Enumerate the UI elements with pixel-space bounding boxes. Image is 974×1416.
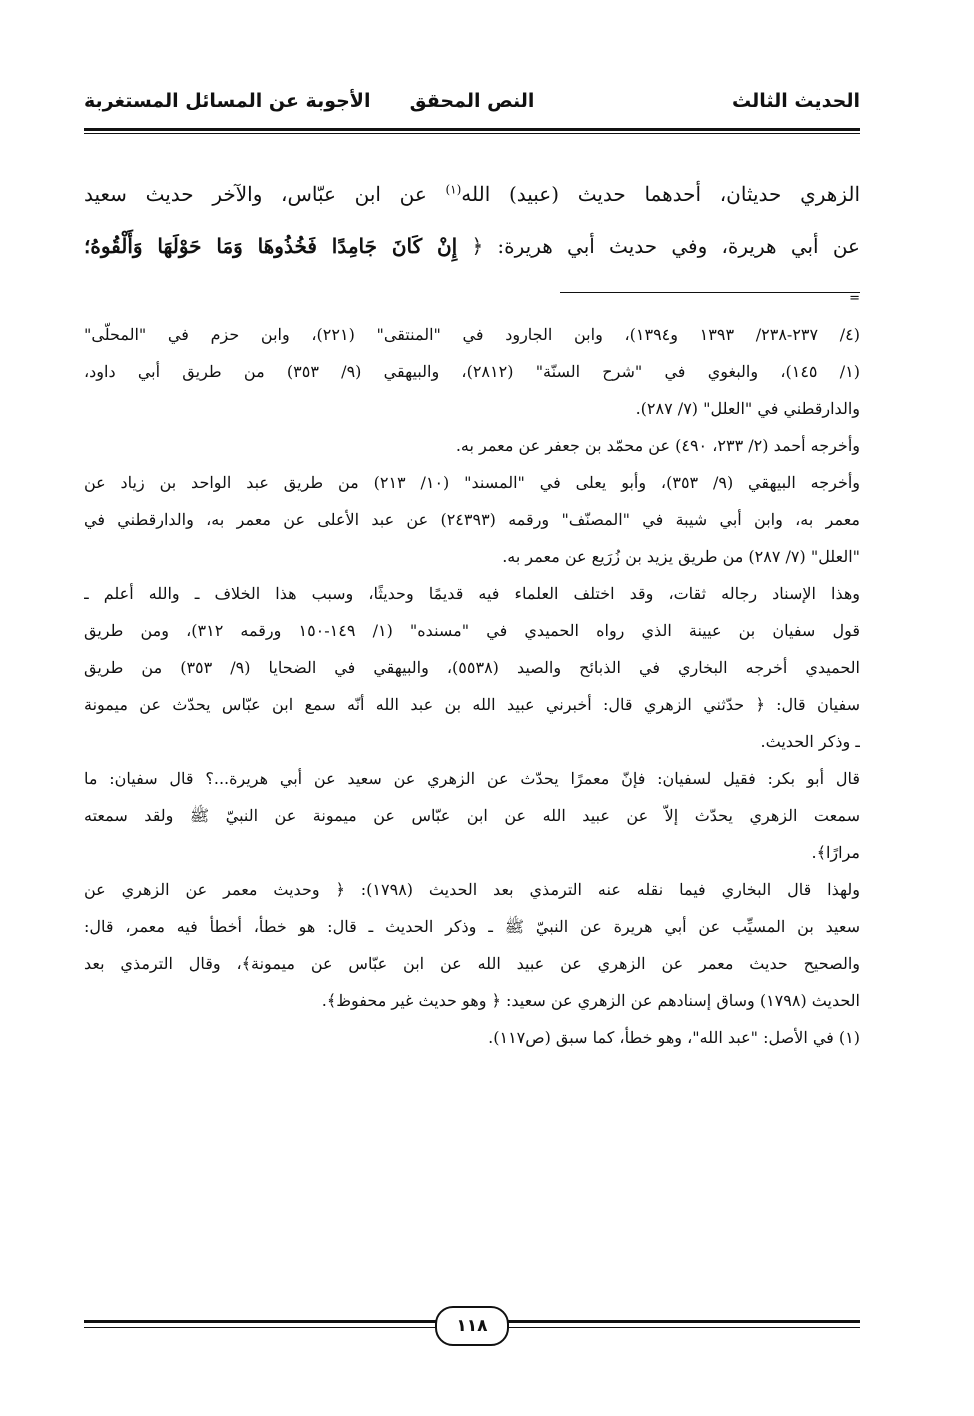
footnote-line: "العلل" (٧/ ٢٨٧) من طريق يزيد بن زُرَيع عن معمر به. (502, 547, 860, 566)
footnote-line: والدارقطني في "العلل" (٧/ ٢٨٧). (635, 399, 860, 418)
footnote-line: (٤/ ٢٣٧-٢٣٨/ ١٣٩٣ و١٣٩٤)، وابن الجارود في "المنتقى" (٢٢١)، وابن حزم في "المحلّى" (84, 325, 860, 344)
header-rule (84, 128, 860, 131)
footnote-line: قال أبو بكر: فقيل لسفيان: فإنّ معمرًا يحدّث عن الزهري عن سعيد عن أبي هريرة...؟ قال سفيان: ما (84, 769, 860, 788)
footnote-line: سفيان قال: ﴿ حدّثني الزهري قال: أخبرني عبيد الله بن عبد الله أنّه سمع ابن عبّاس يحدّث عن ميمونة (84, 695, 860, 714)
footnote-line: الحديث (١٧٩٨) وساق إسنادهم عن الزهري عن سعيد: ﴿ وهو حديث غير محفوظ﴾. (321, 991, 860, 1010)
footnote-line: سمعت الزهري يحدّث إلاّ عن عبيد الله عن ابن عبّاس عن ميمونة عن النبيّ ﷺ ولقد سمعته (84, 806, 860, 825)
footnote-line: ولهذا قال البخاري فيما نقله عنه الترمذي بعد الحديث (١٧٩٨): ﴿ وحديث معمر عن الزهري عن (84, 880, 860, 899)
header-chapter-title: الحديث الثالث (732, 90, 860, 112)
footnote-line: والصحيح حديث معمر عن الزهري عن عبيد الله عن ابن عبّاس عن ميمونة﴾، وقال الترمذي بعد (84, 954, 860, 973)
header-rule-thin (84, 133, 860, 134)
header-book-title: الأجوبة عن المسائل المستغربة (84, 90, 371, 112)
main-line-2-start: عن أبي هريرة، وفي حديث أبي هريرة: ﴿ (457, 234, 860, 258)
footnote-line: وهذا الإسناد رجاله ثقات، وقد اختلف العلماء فيه قديمًا وحديثًا، وسبب هذا الخلاف ـ والله أعلم ـ (84, 584, 860, 603)
continuation-mark: = (849, 291, 860, 306)
footnote-line: ـ وذكر الحديث. (760, 732, 860, 751)
footnote-line: معمر به، وابن أبي شيبة في "المصنّف" ورقمه (٢٤٣٩٣) عن عبد الأعلى عن معمر به، والدارقطني في (84, 510, 860, 529)
quran-quote: إِنْ كَانَ جَامِدًا فَخُذُوهَا وَمَا حَوْلَهَا وَأَلْقُوهُ؛ (84, 234, 458, 258)
footnote-line: قول سفيان بن عيينة الذي رواه الحميدي في "مسنده" (١/ ١٤٩-١٥٠ ورقمه ٣١٢)، ومن طريق (84, 621, 860, 640)
main-text (84, 168, 860, 272)
main-line-1 (84, 168, 860, 220)
header-section-title: النص المحقق (409, 90, 535, 112)
footnote-line: وأخرجه البيهقي (٩/ ٣٥٣)، وأبو يعلى في "المسند" (١٠/ ٢١٣) من طريق عبد الواحد بن زياد عن (84, 473, 860, 492)
running-header (84, 90, 860, 120)
footnotes (84, 316, 860, 1056)
footnote-line: سعيد بن المسيِّب عن أبي هريرة عن النبيّ ﷺ ـ وذكر الحديث ـ قال: هو خطأ، أخطأ فيه معمر، قال: (84, 917, 860, 936)
footnote-line: وأخرجه أحمد (٢/ ٢٣٣، ٤٩٠) عن محمّد بن جعفر عن معمر به. (455, 436, 860, 455)
footnote-1: (١) في الأصل: "عبد الله"، وهو خطأ، كما سبق (ص١١٧). (488, 1028, 860, 1047)
footnote-line: (١/ ١٤٥)، والبغوي في "شرح السنّة" (٢٨١٢)، والبيهقي (٩/ ٣٥٣) من طريق أبي داود، (84, 362, 860, 381)
footnote-ref-1: (١) (445, 182, 462, 197)
main-line-1-start: الزهري حديثان، أحدهما حديث (عبيد) الله (461, 182, 860, 206)
main-line-2 (84, 220, 860, 272)
main-line-1-end: عن ابن عبّاس، والآخر حديث سعيد (84, 182, 446, 206)
footnote-separator (560, 292, 860, 293)
footnote-line: مرارًا﴾. (811, 843, 860, 862)
page-number: ١١٨ (435, 1306, 509, 1346)
footnote-line: الحميدي أخرجه البخاري في الذبائح والصيد (٥٥٣٨)، والبيهقي في الضحايا (٩/ ٣٥٣) من طريق (84, 658, 860, 677)
